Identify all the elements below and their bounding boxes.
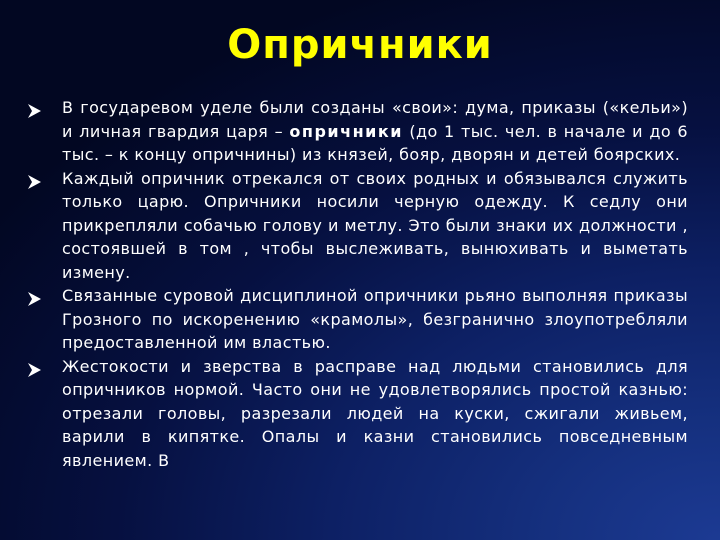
bullet-text — [62, 96, 688, 167]
bullet-text-part: Связанные суровой дисциплиной опричники рьяно выполняя приказы Грозного по искоренению «крамолы», безгранично злоупотребляли предоставленной им властью. — [62, 286, 688, 352]
bullet-item — [28, 355, 688, 473]
bullet-text — [62, 167, 688, 285]
arrowhead-bullet-icon — [28, 167, 62, 193]
bullet-text — [62, 355, 688, 473]
bullet-text-part: Жестокости и зверства в расправе над людьми становились для опричников нормой. Часто они не удовлетворялись простой казнью: отрезали головы, разрезали людей на куски, сжигали живьем, варили в кипятке. Опалы и казни становились повседневным явлением. В — [62, 356, 688, 470]
bullet-list — [28, 96, 688, 472]
arrowhead-bullet-icon — [28, 284, 62, 310]
bullet-item — [28, 96, 688, 167]
bullet-item — [28, 284, 688, 355]
bullet-text-part: В государевом уделе были созданы «свои»: дума, приказы («кельи») и личная гвардия царя – — [62, 98, 688, 141]
bullet-text — [62, 284, 688, 355]
arrowhead-bullet-icon — [28, 96, 62, 122]
slide-title: Опричники — [227, 22, 493, 68]
bullet-bold-term: опричники — [289, 121, 403, 141]
bullet-text-part: Каждый опричник отрекался от своих родных и обязывался служить только царю. Опричники носили черную одежду. К седлу они прикрепляли собачью голову и метлу. Это были знаки их должности , состоявшей в том , чтобы выслеживать, вынюхивать и выметать измену. — [62, 168, 688, 282]
bullet-text-part: (до 1 тыс. чел. в начале и до 6 тыс. – к концу опричнины) из князей, бояр, дворян и детей боярских. — [62, 121, 688, 164]
arrowhead-bullet-icon — [28, 355, 62, 381]
bullet-item — [28, 167, 688, 285]
